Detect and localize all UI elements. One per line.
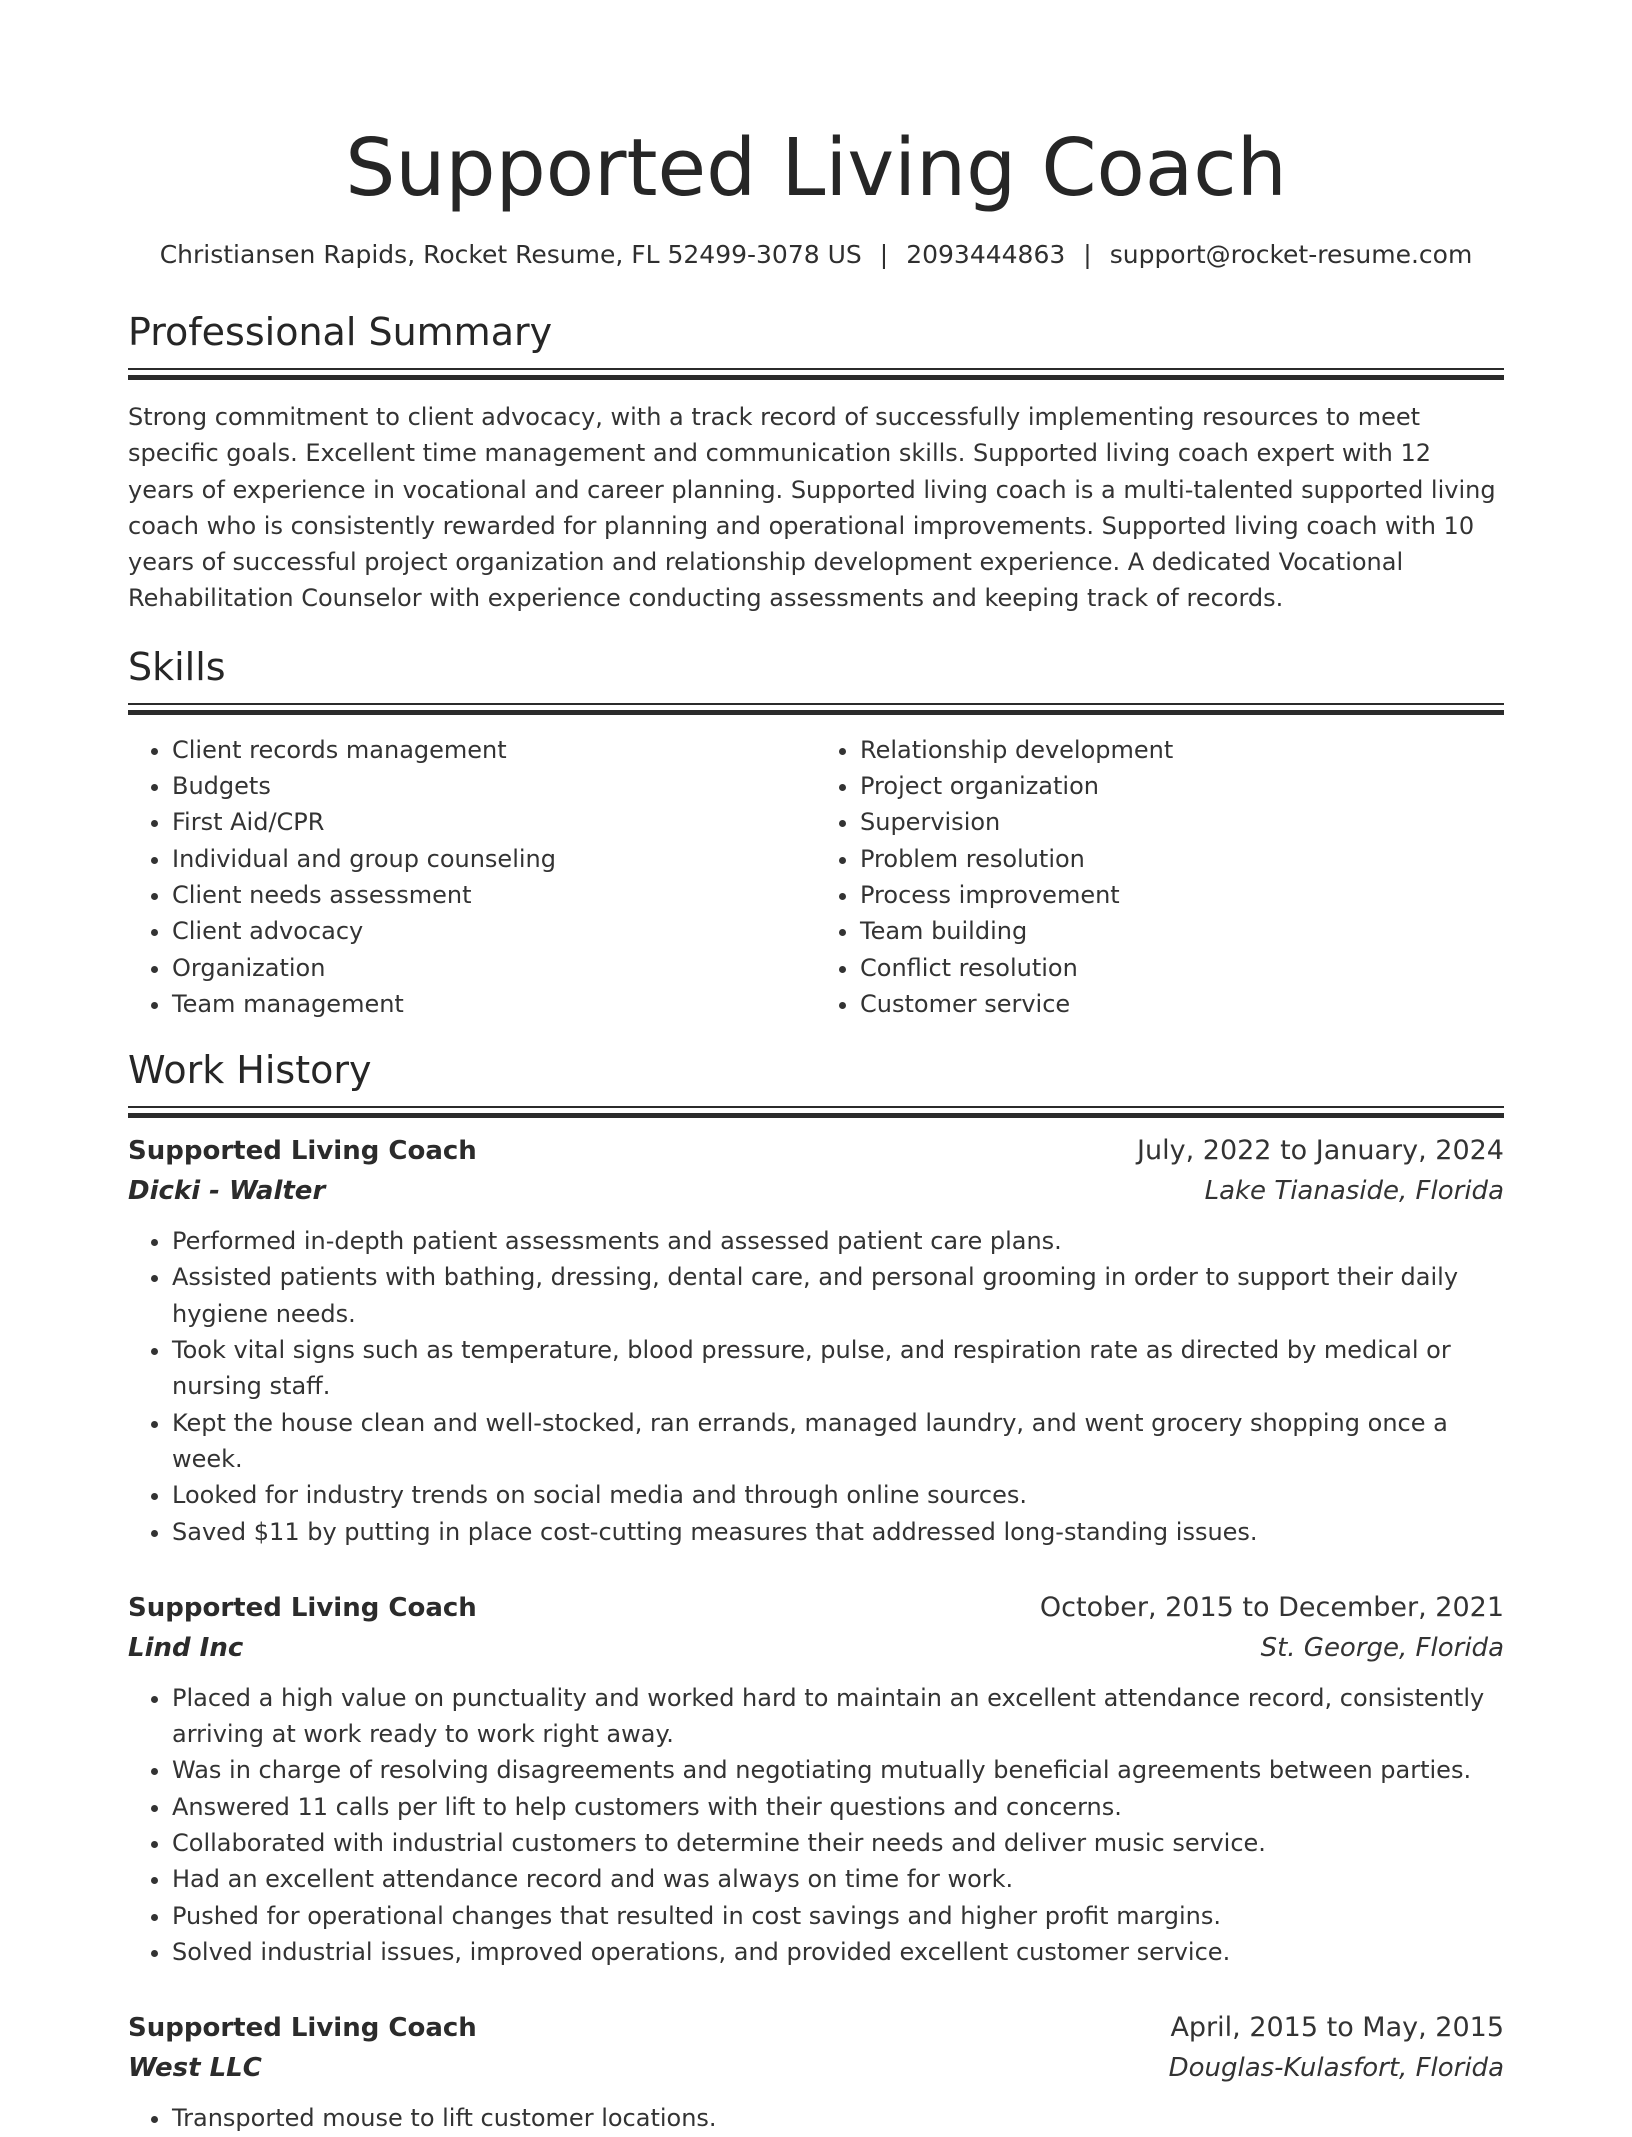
skill-item: • Team management xyxy=(172,986,816,1022)
contact-email: support@rocket-resume.com xyxy=(1109,240,1473,269)
section-divider xyxy=(128,1106,1504,1117)
section-title-work: Work History xyxy=(128,1048,372,1093)
job-bullet: • Pushed for operational changes that resulted in cost savings and higher profit margins. xyxy=(172,1898,1504,1934)
contact-separator: | xyxy=(1083,240,1092,269)
job-bullet: • Had an excellent attendance record and was always on time for work. xyxy=(172,1861,1504,1897)
job-bullet: • Placed a high value on punctuality and worked hard to maintain an excellent attendance record, consistently arriving at work ready to work right away. xyxy=(172,1680,1504,1753)
job-company: Dicki - Walter xyxy=(128,1176,326,1207)
job-company-row xyxy=(128,1628,1504,1668)
skills-column-left xyxy=(128,732,816,1022)
job-company: Lind Inc xyxy=(128,1632,244,1663)
skill-item: • Conflict resolution xyxy=(860,950,1504,986)
section-title-skills: Skills xyxy=(128,644,226,689)
skill-item: • Team building xyxy=(860,913,1504,949)
job-title: Supported Living Coach xyxy=(128,1592,477,1623)
job-header-row xyxy=(128,1588,1504,1628)
job-entry xyxy=(128,1588,1504,1970)
job-title: Supported Living Coach xyxy=(128,2013,477,2044)
job-location: St. George, Florida xyxy=(1260,1632,1504,1663)
professional-summary-section xyxy=(128,308,1504,617)
job-bullets xyxy=(128,2100,1504,2136)
job-bullet: • Was in charge of resolving disagreements and negotiating mutually beneficial agreements between parties. xyxy=(172,1752,1504,1788)
job-title: Supported Living Coach xyxy=(128,1136,477,1167)
job-dates: July, 2022 to January, 2024 xyxy=(1137,1135,1504,1167)
job-bullet: • Answered 11 calls per lift to help customers with their questions and concerns. xyxy=(172,1789,1504,1825)
contact-address: Christiansen Rapids, Rocket Resume, FL 52499-3078 US xyxy=(159,240,862,269)
section-title-summary: Professional Summary xyxy=(128,310,553,354)
job-bullet: • Solved industrial issues, improved operations, and provided excellent customer service. xyxy=(172,1934,1504,1970)
job-bullet: • Collaborated with industrial customers to determine their needs and deliver music service. xyxy=(172,1825,1504,1861)
skill-item: • Process improvement xyxy=(860,877,1504,913)
skill-item: • Budgets xyxy=(172,768,816,804)
job-location: Lake Tianaside, Florida xyxy=(1204,1176,1504,1207)
job-dates: April, 2015 to May, 2015 xyxy=(1170,2012,1504,2044)
skill-item: • Client records management xyxy=(172,732,816,768)
section-divider xyxy=(128,703,1504,714)
job-bullet: • Took vital signs such as temperature, blood pressure, pulse, and respiration rate as directed by medical or nursing staff. xyxy=(172,1332,1504,1405)
job-bullets xyxy=(128,1680,1504,1970)
skill-item: • Client needs assessment xyxy=(172,877,816,913)
job-entry xyxy=(128,2008,1504,2136)
skills-section xyxy=(128,643,1504,1022)
skill-item: • Supervision xyxy=(860,804,1504,840)
job-header-row xyxy=(128,2008,1504,2048)
job-location: Douglas-Kulasfort, Florida xyxy=(1168,2053,1504,2084)
job-header-row xyxy=(128,1131,1504,1171)
job-bullet: • Kept the house clean and well-stocked, ran errands, managed laundry, and went grocery shopping once a week. xyxy=(172,1405,1504,1478)
skill-item: • Relationship development xyxy=(860,732,1504,768)
job-bullet: • Looked for industry trends on social media and through online sources. xyxy=(172,1477,1504,1513)
skill-item: • First Aid/CPR xyxy=(172,804,816,840)
job-bullet: • Saved $11 by putting in place cost-cutting measures that addressed long-standing issues. xyxy=(172,1514,1504,1550)
contact-separator: | xyxy=(879,240,889,269)
summary-text: Strong commitment to client advocacy, with a track record of successfully implementing resources to meet specific goals. Excellent time management and communication skills. Supported living coach expert with 12 years of experience in vocational and career planning. Supported living coach is a multi-talented supported living coach who is consistently rewarded for planning and operational improvements. Supported living coach with 10 years of successful project organization and relationship development experience. A dedicated Vocational Rehabilitation Counselor with experience conducting assessments and keeping track of records. xyxy=(128,403,1496,613)
job-dates: October, 2015 to December, 2021 xyxy=(1039,1591,1504,1623)
job-company: West LLC xyxy=(128,2053,262,2084)
job-bullet: • Performed in-depth patient assessments and assessed patient care plans. xyxy=(172,1223,1504,1259)
skills-column-right xyxy=(816,732,1504,1022)
job-bullet: • Assisted patients with bathing, dressing, dental care, and personal grooming in order to support their daily hygiene needs. xyxy=(172,1259,1504,1332)
work-history-section xyxy=(128,1046,1504,2136)
skill-item: • Problem resolution xyxy=(860,841,1504,877)
resume-page xyxy=(128,0,1504,2133)
contact-line xyxy=(128,238,1504,272)
skill-item: • Individual and group counseling xyxy=(172,841,816,877)
job-company-row xyxy=(128,1171,1504,1211)
skill-item: • Project organization xyxy=(860,768,1504,804)
job-bullets xyxy=(128,1223,1504,1550)
skills-grid xyxy=(128,732,1504,1022)
skill-item: • Client advocacy xyxy=(172,913,816,949)
skill-item: • Customer service xyxy=(860,986,1504,1022)
section-divider xyxy=(128,368,1504,379)
skill-item: • Organization xyxy=(172,950,816,986)
job-entry xyxy=(128,1131,1504,1550)
contact-phone: 2093444863 xyxy=(906,240,1066,269)
candidate-name: Supported Living Coach xyxy=(345,122,1287,214)
job-company-row xyxy=(128,2048,1504,2088)
job-bullet: • Transported mouse to lift customer locations. xyxy=(172,2100,1504,2136)
